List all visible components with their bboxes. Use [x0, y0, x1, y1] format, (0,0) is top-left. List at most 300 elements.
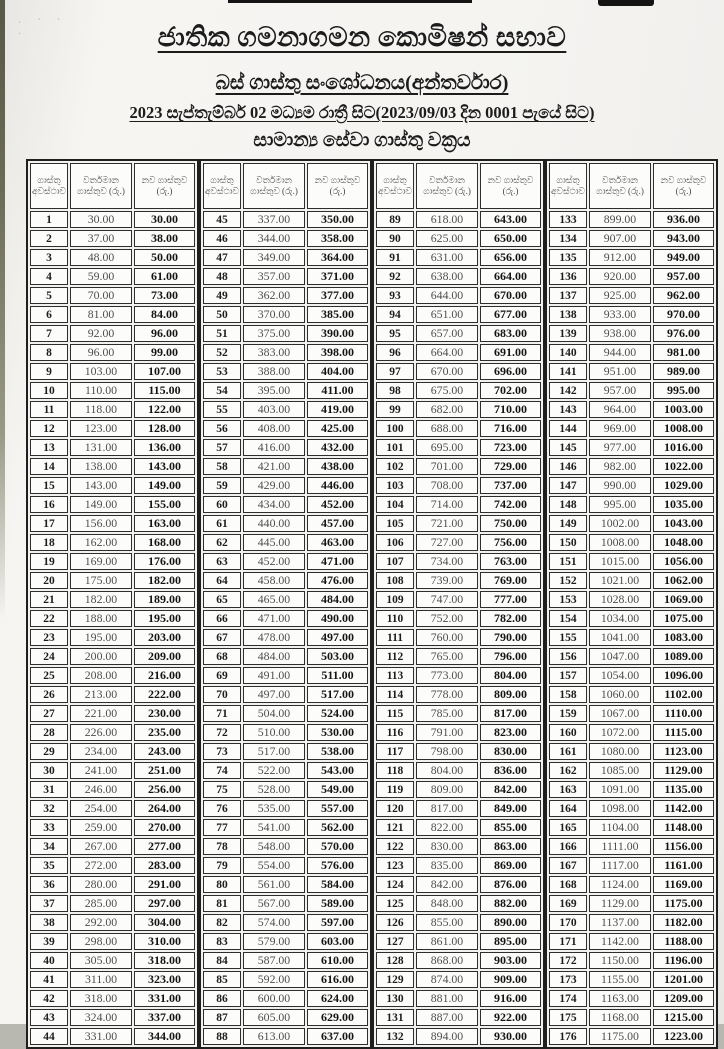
new-fare-cell: 656.00 — [480, 249, 541, 266]
new-fare-cell: 1123.00 — [653, 743, 714, 760]
fare-row — [30, 990, 195, 1007]
current-fare-cell: 1072.00 — [589, 724, 651, 741]
new-fare-cell: 484.00 — [307, 591, 368, 608]
stage-cell: 135 — [549, 249, 587, 266]
stage-cell: 32 — [30, 800, 68, 817]
new-fare-cell: 310.00 — [134, 933, 195, 950]
new-fare-cell: 446.00 — [307, 477, 368, 494]
stage-cell: 77 — [203, 819, 241, 836]
document-header — [0, 22, 724, 152]
fare-row — [30, 382, 195, 399]
fare-row — [30, 439, 195, 456]
fare-row — [376, 876, 541, 893]
current-fare-cell: 798.00 — [416, 743, 478, 760]
stage-cell: 50 — [203, 306, 241, 323]
new-fare-cell: 597.00 — [307, 914, 368, 931]
fare-row — [203, 211, 368, 228]
new-fare-cell: 1083.00 — [653, 629, 714, 646]
fare-row — [203, 667, 368, 684]
fare-row — [203, 819, 368, 836]
new-fare-cell: 1056.00 — [653, 553, 714, 570]
fare-row — [376, 534, 541, 551]
stage-cell: 35 — [30, 857, 68, 874]
fare-row — [203, 762, 368, 779]
current-fare-cell: 675.00 — [416, 382, 478, 399]
current-fare-cell: 605.00 — [243, 1009, 305, 1026]
fare-row — [203, 268, 368, 285]
fare-row — [203, 325, 368, 342]
fare-row — [376, 838, 541, 855]
fare-row — [549, 971, 714, 988]
stage-cell: 85 — [203, 971, 241, 988]
fare-row — [203, 914, 368, 931]
fare-row — [549, 458, 714, 475]
stage-cell: 105 — [376, 515, 414, 532]
fare-row — [376, 686, 541, 703]
scan-artifact-top-right — [598, 0, 654, 6]
fare-table-group-4 — [545, 159, 718, 1049]
fare-row — [30, 857, 195, 874]
fare-row — [549, 743, 714, 760]
current-fare-cell: 613.00 — [243, 1028, 305, 1045]
current-fare-cell: 103.00 — [70, 363, 132, 380]
fare-row — [203, 838, 368, 855]
fare-row — [549, 914, 714, 931]
current-fare-cell: 651.00 — [416, 306, 478, 323]
current-fare-cell: 1015.00 — [589, 553, 651, 570]
current-fare-cell: 383.00 — [243, 344, 305, 361]
pen-marks-artifact: · ´ ` · — [18, 18, 68, 40]
fare-row — [549, 401, 714, 418]
stage-cell: 150 — [549, 534, 587, 551]
new-fare-cell: 949.00 — [653, 249, 714, 266]
current-fare-cell: 1028.00 — [589, 591, 651, 608]
new-fare-cell: 243.00 — [134, 743, 195, 760]
stage-cell: 158 — [549, 686, 587, 703]
fare-row — [376, 629, 541, 646]
current-fare-cell: 458.00 — [243, 572, 305, 589]
current-fare-cell: 855.00 — [416, 914, 478, 931]
new-fare-cell: 1089.00 — [653, 648, 714, 665]
fare-row — [549, 363, 714, 380]
fare-row — [376, 667, 541, 684]
current-fare-cell: 311.00 — [70, 971, 132, 988]
stage-cell: 90 — [376, 230, 414, 247]
fare-row — [549, 344, 714, 361]
stage-cell: 34 — [30, 838, 68, 855]
fare-row — [376, 724, 541, 741]
fare-row — [30, 933, 195, 950]
stage-cell: 68 — [203, 648, 241, 665]
current-fare-cell: 504.00 — [243, 705, 305, 722]
new-fare-cell: 763.00 — [480, 553, 541, 570]
stage-cell: 76 — [203, 800, 241, 817]
new-fare-cell: 371.00 — [307, 268, 368, 285]
fare-row — [203, 572, 368, 589]
new-fare-cell: 916.00 — [480, 990, 541, 1007]
fare-row — [376, 648, 541, 665]
stage-cell: 31 — [30, 781, 68, 798]
stage-cell: 109 — [376, 591, 414, 608]
current-fare-cell: 331.00 — [70, 1028, 132, 1045]
new-fare-column-header: නව ගාස්තුව (රු.) — [480, 163, 541, 209]
current-fare-cell: 1054.00 — [589, 667, 651, 684]
stage-cell: 94 — [376, 306, 414, 323]
new-fare-cell: 264.00 — [134, 800, 195, 817]
new-fare-cell: 677.00 — [480, 306, 541, 323]
stage-cell: 142 — [549, 382, 587, 399]
stage-cell: 80 — [203, 876, 241, 893]
stage-cell: 56 — [203, 420, 241, 437]
new-fare-cell: 297.00 — [134, 895, 195, 912]
fare-row — [549, 515, 714, 532]
fare-row — [203, 439, 368, 456]
fare-row — [376, 895, 541, 912]
fare-row — [549, 439, 714, 456]
fare-row — [203, 743, 368, 760]
current-fare-cell: 938.00 — [589, 325, 651, 342]
current-fare-cell: 822.00 — [416, 819, 478, 836]
fare-row — [30, 610, 195, 627]
stage-cell: 6 — [30, 306, 68, 323]
current-fare-cell: 138.00 — [70, 458, 132, 475]
stage-cell: 69 — [203, 667, 241, 684]
current-fare-cell: 484.00 — [243, 648, 305, 665]
new-fare-cell: 385.00 — [307, 306, 368, 323]
stage-cell: 88 — [203, 1028, 241, 1045]
fare-row — [203, 287, 368, 304]
fare-row — [30, 591, 195, 608]
stage-cell: 156 — [549, 648, 587, 665]
fare-row — [30, 705, 195, 722]
new-fare-cell: 836.00 — [480, 762, 541, 779]
fare-row — [203, 230, 368, 247]
stage-cell: 114 — [376, 686, 414, 703]
new-fare-cell: 876.00 — [480, 876, 541, 893]
current-fare-cell: 721.00 — [416, 515, 478, 532]
new-fare-cell: 136.00 — [134, 439, 195, 456]
current-fare-cell: 925.00 — [589, 287, 651, 304]
stage-cell: 168 — [549, 876, 587, 893]
stage-cell: 58 — [203, 458, 241, 475]
current-fare-cell: 285.00 — [70, 895, 132, 912]
stage-cell: 92 — [376, 268, 414, 285]
current-fare-cell: 835.00 — [416, 857, 478, 874]
fare-table-group-1 — [26, 159, 199, 1049]
stage-cell: 64 — [203, 572, 241, 589]
current-fare-cell: 631.00 — [416, 249, 478, 266]
stage-cell: 121 — [376, 819, 414, 836]
stage-cell: 57 — [203, 439, 241, 456]
fare-row — [549, 819, 714, 836]
new-fare-cell: 716.00 — [480, 420, 541, 437]
new-fare-cell: 603.00 — [307, 933, 368, 950]
new-fare-cell: 411.00 — [307, 382, 368, 399]
stage-cell: 129 — [376, 971, 414, 988]
stage-cell: 144 — [549, 420, 587, 437]
fare-row — [549, 249, 714, 266]
scan-artifact-top — [228, 0, 472, 3]
current-fare-cell: 175.00 — [70, 572, 132, 589]
fare-row — [376, 610, 541, 627]
current-fare-cell: 292.00 — [70, 914, 132, 931]
stage-cell: 87 — [203, 1009, 241, 1026]
new-fare-cell: 817.00 — [480, 705, 541, 722]
new-fare-cell: 869.00 — [480, 857, 541, 874]
stage-cell: 83 — [203, 933, 241, 950]
current-fare-cell: 618.00 — [416, 211, 478, 228]
new-fare-cell: 216.00 — [134, 667, 195, 684]
current-fare-cell: 592.00 — [243, 971, 305, 988]
current-fare-cell: 213.00 — [70, 686, 132, 703]
current-fare-column-header: වර්තමාන ගාස්තුව (රු.) — [243, 163, 305, 209]
stage-cell: 125 — [376, 895, 414, 912]
current-fare-cell: 933.00 — [589, 306, 651, 323]
new-fare-cell: 511.00 — [307, 667, 368, 684]
current-fare-cell: 96.00 — [70, 344, 132, 361]
fare-row — [203, 876, 368, 893]
current-fare-cell: 491.00 — [243, 667, 305, 684]
current-fare-column-header: වර්තමාන ගාස්තුව (රු.) — [589, 163, 651, 209]
new-fare-cell: 624.00 — [307, 990, 368, 1007]
current-fare-cell: 739.00 — [416, 572, 478, 589]
fare-row — [30, 819, 195, 836]
new-fare-cell: 398.00 — [307, 344, 368, 361]
fare-row — [549, 496, 714, 513]
stage-cell: 139 — [549, 325, 587, 342]
current-fare-cell: 241.00 — [70, 762, 132, 779]
current-fare-cell: 37.00 — [70, 230, 132, 247]
stage-cell: 33 — [30, 819, 68, 836]
current-fare-cell: 375.00 — [243, 325, 305, 342]
fare-row — [203, 382, 368, 399]
fare-row — [549, 610, 714, 627]
new-fare-cell: 99.00 — [134, 344, 195, 361]
fare-row — [30, 325, 195, 342]
fare-row — [30, 534, 195, 551]
current-fare-cell: 957.00 — [589, 382, 651, 399]
new-fare-cell: 1062.00 — [653, 572, 714, 589]
current-fare-cell: 701.00 — [416, 458, 478, 475]
new-fare-column-header: නව ගාස්තුව (රු.) — [134, 163, 195, 209]
new-fare-cell: 331.00 — [134, 990, 195, 1007]
stage-cell: 157 — [549, 667, 587, 684]
current-fare-cell: 123.00 — [70, 420, 132, 437]
new-fare-cell: 1003.00 — [653, 401, 714, 418]
stage-cell: 160 — [549, 724, 587, 741]
new-fare-cell: 270.00 — [134, 819, 195, 836]
new-fare-cell: 970.00 — [653, 306, 714, 323]
fare-row — [549, 629, 714, 646]
stage-cell: 107 — [376, 553, 414, 570]
fare-row — [549, 420, 714, 437]
fare-row — [549, 325, 714, 342]
stage-cell: 8 — [30, 344, 68, 361]
new-fare-cell: 1102.00 — [653, 686, 714, 703]
new-fare-cell: 664.00 — [480, 268, 541, 285]
current-fare-cell: 362.00 — [243, 287, 305, 304]
stage-cell: 147 — [549, 477, 587, 494]
current-fare-cell: 964.00 — [589, 401, 651, 418]
stage-column-header: ගාස්තු අවස්ථාව — [203, 163, 241, 209]
current-fare-cell: 305.00 — [70, 952, 132, 969]
stage-cell: 172 — [549, 952, 587, 969]
new-fare-cell: 149.00 — [134, 477, 195, 494]
new-fare-cell: 283.00 — [134, 857, 195, 874]
stage-cell: 143 — [549, 401, 587, 418]
current-fare-cell: 861.00 — [416, 933, 478, 950]
new-fare-cell: 683.00 — [480, 325, 541, 342]
stage-cell: 116 — [376, 724, 414, 741]
fare-row — [376, 496, 541, 513]
new-fare-cell: 995.00 — [653, 382, 714, 399]
current-fare-cell: 445.00 — [243, 534, 305, 551]
stage-cell: 74 — [203, 762, 241, 779]
current-fare-cell: 1175.00 — [589, 1028, 651, 1045]
stage-cell: 126 — [376, 914, 414, 931]
stage-cell: 165 — [549, 819, 587, 836]
fare-row — [30, 838, 195, 855]
stage-cell: 100 — [376, 420, 414, 437]
fare-row — [30, 249, 195, 266]
fare-row — [376, 705, 541, 722]
new-fare-cell: 895.00 — [480, 933, 541, 950]
stage-cell: 169 — [549, 895, 587, 912]
new-fare-cell: 557.00 — [307, 800, 368, 817]
stage-cell: 43 — [30, 1009, 68, 1026]
fare-row — [203, 629, 368, 646]
current-fare-cell: 1085.00 — [589, 762, 651, 779]
new-fare-cell: 277.00 — [134, 838, 195, 855]
new-fare-cell: 643.00 — [480, 211, 541, 228]
current-fare-cell: 752.00 — [416, 610, 478, 627]
new-fare-cell: 804.00 — [480, 667, 541, 684]
new-fare-cell: 1016.00 — [653, 439, 714, 456]
fare-row — [549, 1028, 714, 1045]
stage-cell: 163 — [549, 781, 587, 798]
stage-cell: 137 — [549, 287, 587, 304]
current-fare-column-header: වර්තමාන ගාස්තුව (රු.) — [70, 163, 132, 209]
fare-row — [376, 325, 541, 342]
fare-row — [376, 211, 541, 228]
fare-row — [30, 477, 195, 494]
fare-row — [30, 743, 195, 760]
current-fare-cell: 510.00 — [243, 724, 305, 741]
current-fare-cell: 708.00 — [416, 477, 478, 494]
current-fare-cell: 842.00 — [416, 876, 478, 893]
current-fare-cell: 638.00 — [416, 268, 478, 285]
new-fare-cell: 750.00 — [480, 515, 541, 532]
stage-cell: 166 — [549, 838, 587, 855]
current-fare-cell: 370.00 — [243, 306, 305, 323]
stage-cell: 51 — [203, 325, 241, 342]
fare-row — [376, 952, 541, 969]
current-fare-cell: 977.00 — [589, 439, 651, 456]
stage-cell: 151 — [549, 553, 587, 570]
new-fare-cell: 576.00 — [307, 857, 368, 874]
stage-cell: 71 — [203, 705, 241, 722]
new-fare-cell: 710.00 — [480, 401, 541, 418]
fare-row — [30, 363, 195, 380]
stage-cell: 27 — [30, 705, 68, 722]
current-fare-cell: 657.00 — [416, 325, 478, 342]
new-fare-cell: 1022.00 — [653, 458, 714, 475]
current-fare-cell: 695.00 — [416, 439, 478, 456]
current-fare-cell: 388.00 — [243, 363, 305, 380]
current-fare-cell: 1060.00 — [589, 686, 651, 703]
new-fare-cell: 291.00 — [134, 876, 195, 893]
stage-cell: 25 — [30, 667, 68, 684]
fare-row — [549, 895, 714, 912]
current-fare-cell: 259.00 — [70, 819, 132, 836]
fare-row — [30, 1028, 195, 1045]
new-fare-cell: 203.00 — [134, 629, 195, 646]
new-fare-cell: 350.00 — [307, 211, 368, 228]
new-fare-cell: 163.00 — [134, 515, 195, 532]
new-fare-cell: 390.00 — [307, 325, 368, 342]
stage-cell: 164 — [549, 800, 587, 817]
new-fare-cell: 128.00 — [134, 420, 195, 437]
current-fare-cell: 1150.00 — [589, 952, 651, 969]
new-fare-cell: 1209.00 — [653, 990, 714, 1007]
new-fare-cell: 769.00 — [480, 572, 541, 589]
stage-column-header: ගාස්තු අවස්ථාව — [549, 163, 587, 209]
stage-cell: 110 — [376, 610, 414, 627]
fare-row — [203, 933, 368, 950]
new-fare-cell: 419.00 — [307, 401, 368, 418]
stage-cell: 9 — [30, 363, 68, 380]
stage-cell: 11 — [30, 401, 68, 418]
new-fare-cell: 323.00 — [134, 971, 195, 988]
new-fare-cell: 981.00 — [653, 344, 714, 361]
new-fare-cell: 1201.00 — [653, 971, 714, 988]
current-fare-cell: 951.00 — [589, 363, 651, 380]
current-fare-cell: 778.00 — [416, 686, 478, 703]
current-fare-cell: 59.00 — [70, 268, 132, 285]
new-fare-cell: 115.00 — [134, 382, 195, 399]
current-fare-cell: 272.00 — [70, 857, 132, 874]
stage-cell: 72 — [203, 724, 241, 741]
current-fare-cell: 452.00 — [243, 553, 305, 570]
new-fare-cell: 256.00 — [134, 781, 195, 798]
stage-cell: 104 — [376, 496, 414, 513]
current-fare-cell: 907.00 — [589, 230, 651, 247]
current-fare-cell: 349.00 — [243, 249, 305, 266]
stage-cell: 120 — [376, 800, 414, 817]
current-fare-cell: 587.00 — [243, 952, 305, 969]
current-fare-cell: 162.00 — [70, 534, 132, 551]
stage-cell: 103 — [376, 477, 414, 494]
fare-row — [549, 572, 714, 589]
fare-row — [376, 857, 541, 874]
fare-row — [549, 648, 714, 665]
current-fare-cell: 1155.00 — [589, 971, 651, 988]
new-fare-cell: 476.00 — [307, 572, 368, 589]
current-fare-cell: 1091.00 — [589, 781, 651, 798]
fare-row — [376, 230, 541, 247]
fare-row — [549, 838, 714, 855]
stage-cell: 22 — [30, 610, 68, 627]
new-fare-cell: 503.00 — [307, 648, 368, 665]
fare-row — [203, 781, 368, 798]
current-fare-cell: 995.00 — [589, 496, 651, 513]
fare-row — [376, 553, 541, 570]
fare-row — [376, 819, 541, 836]
new-fare-cell: 610.00 — [307, 952, 368, 969]
fare-row — [30, 211, 195, 228]
fare-table-header-row — [376, 163, 541, 209]
stage-cell: 37 — [30, 895, 68, 912]
